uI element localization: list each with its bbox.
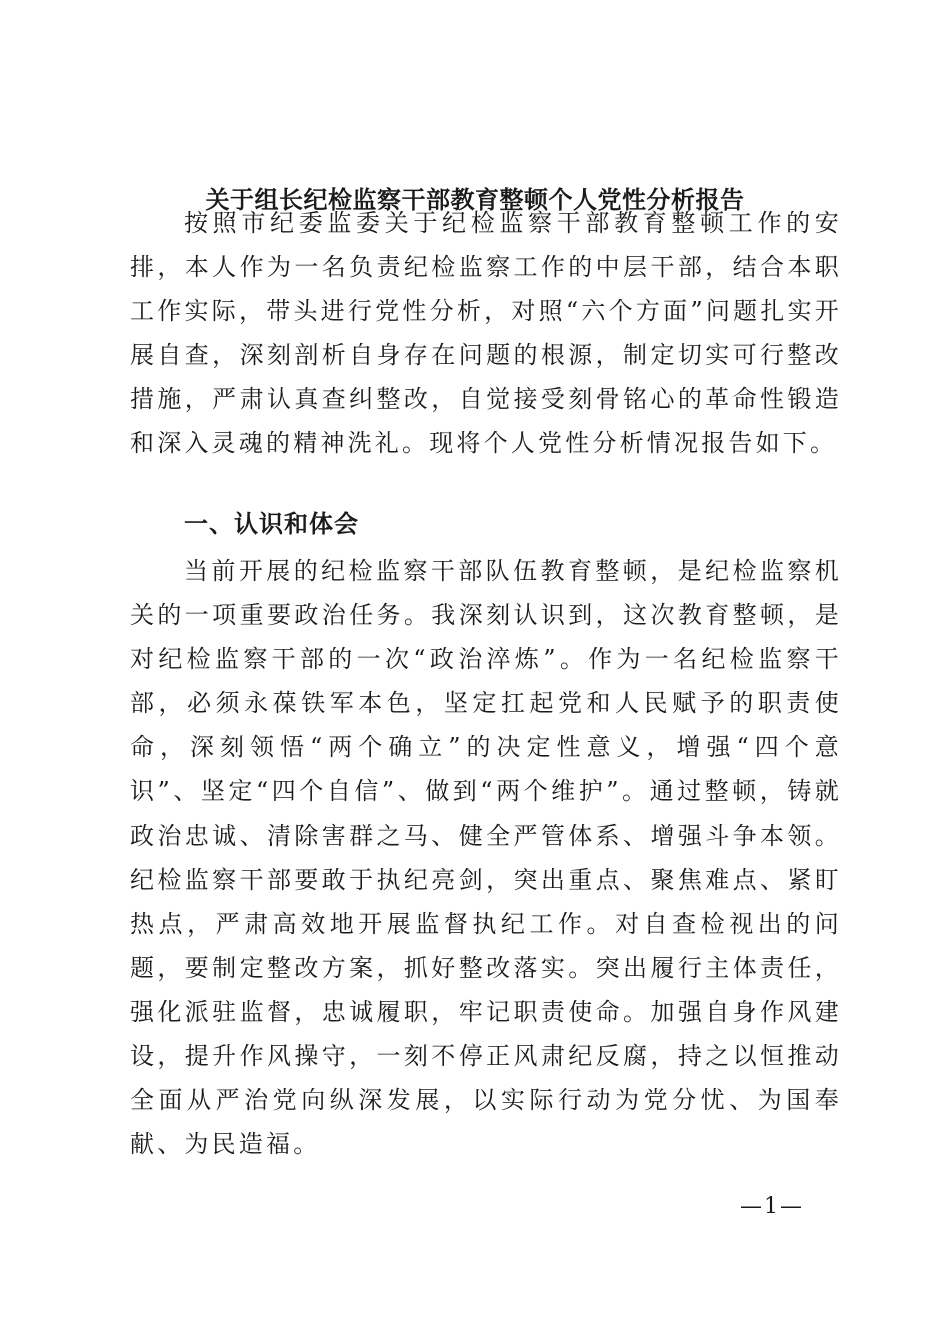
- body-paragraph-understanding: 当前开展的纪检监察干部队伍教育整顿，是纪检监察机关的一项重要政治任务。我深刻认识到，这次教育整顿，是对纪检监察干部的一次“政治淬炼”。作为一名纪检监察干部，必须永葆铁军本色，坚定扛起党和人民赋予的职责使命，深刻领悟“两个确立”的决定性意义，增强“四个意识”、坚定“四个自信”、做到“两个维护”。通过整顿，铸就政治忠诚、清除害群之马、健全严管体系、增强斗争本领。纪检监察干部要敢于执纪亮剑，突出重点、聚焦难点、紧盯热点，严肃高效地开展监督执纪工作。对自查检视出的问题，要制定整改方案，抓好整改落实。突出履行主体责任，强化派驻监督，忠诚履职，牢记职责使命。加强自身作风建设，提升作风操守，一刻不停正风肃纪反腐，持之以恒推动全面从严治党向纵深发展，以实际行动为党分忧、为国奉献、为民造福。: [130, 557, 842, 1159]
- section-heading: 一、认识和体会: [184, 509, 359, 538]
- document-title: 关于组长纪检监察干部教育整顿个人党性分析报告: [205, 185, 745, 214]
- page-number: —1—: [740, 1194, 804, 1219]
- body-paragraph-intro: 按照市纪委监委关于纪检监察干部教育整顿工作的安排，本人作为一名负责纪检监察工作的中层干部，结合本职工作实际，带头进行党性分析，对照“六个方面”问题扎实开展自查，深刻剖析自身存在问题的根源，制定切实可行整改措施，严肃认真查纠整改，自觉接受刻骨铭心的革命性锻造和深入灵魂的精神洗礼。现将个人党性分析情况报告如下。: [130, 209, 842, 458]
